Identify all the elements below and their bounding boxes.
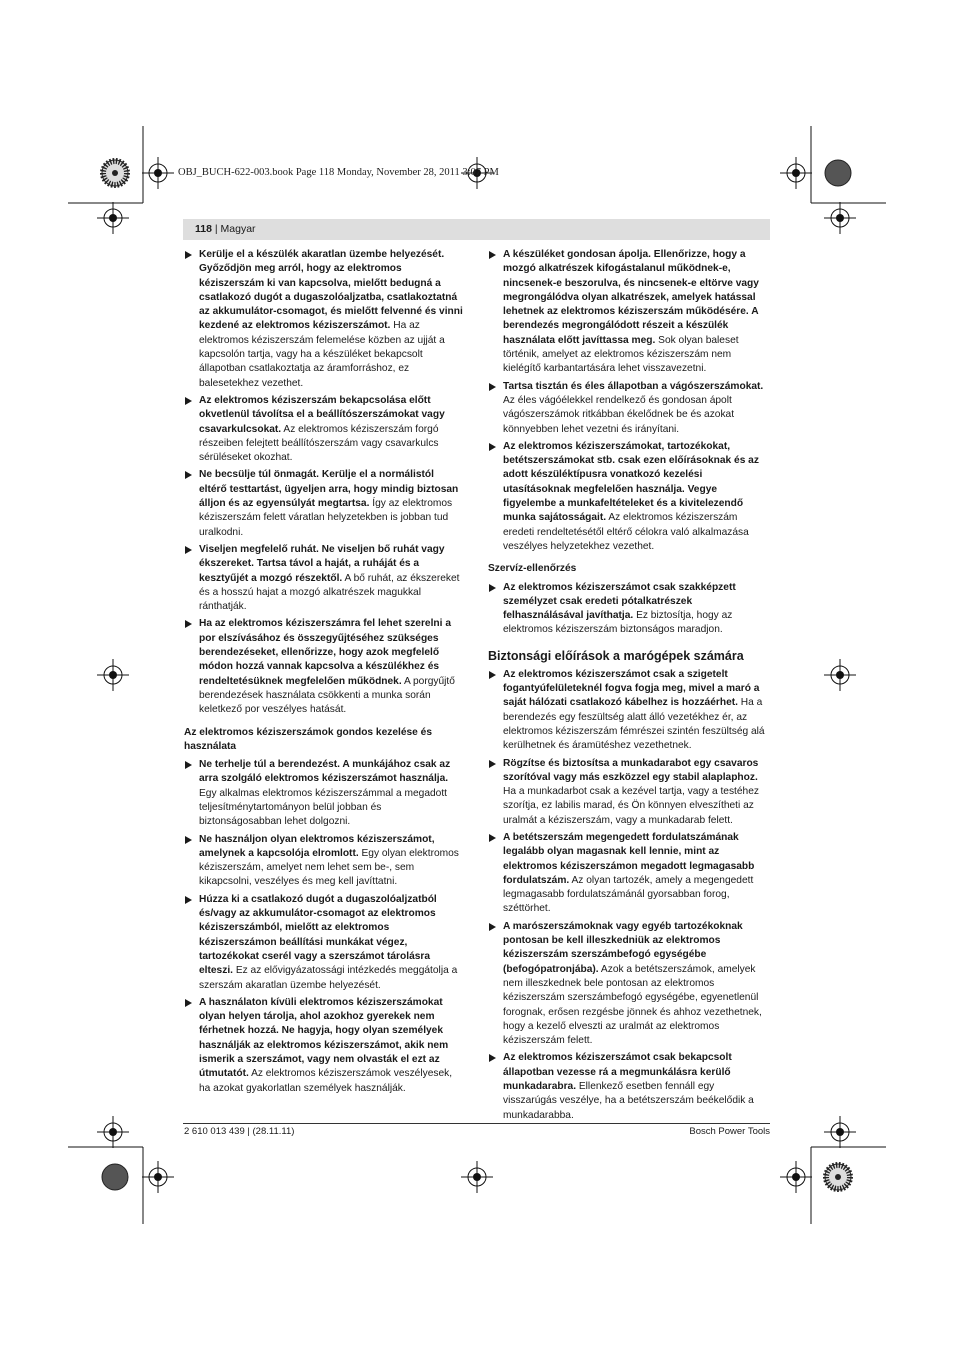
triangle-bullet-icon <box>489 443 496 451</box>
file-slug: OBJ_BUCH-622-003.book Page 118 Monday, November 28, 2011 3:07 PM <box>178 167 499 178</box>
bullet-body-text: Ha a berendezés egy feszültség alatt álló vezetékhez ér, az elektromos kéziszerszám fémrészei szintén feszültség alá kerülhetnek és áramütéshez vezethetnek. <box>503 697 765 752</box>
triangle-bullet-icon <box>489 671 496 679</box>
bullet-body-text: Sok olyan baleset történik, amelyet az elektromos kéziszerszám nem kielégítő karbantartására lehet visszavezetni. <box>503 334 739 375</box>
triangle-bullet-icon <box>489 923 496 931</box>
bullet-body-text: Az elektromos kéziszerszám forgó részeiben felejtett beállítószerszám vagy csavarkulcs sérüléseket okozhat. <box>199 423 439 464</box>
section-heading: Biztonsági előírások a marógépek számára <box>488 648 744 663</box>
bullet-bold-text: Kerülje el a készülék akaratlan üzembe helyezését. Győződjön meg arról, hogy az elektromos kéziszerszám ki van kapcsolva, mielőtt bedugná a csatlakozó dugót a dugaszolóaljzatba, csatlakoztatná az akkumulátor-csomagot, és mielőtt felvenné és vinni kezdené az elektromos kéziszerszámot. <box>199 249 463 332</box>
right-column <box>488 248 768 1126</box>
triangle-bullet-icon <box>489 760 496 768</box>
triangle-bullet-icon <box>185 620 192 628</box>
bullet-item <box>184 758 464 829</box>
bullet-body-text: Az éles vágóélekkel rendelkező és gondosan ápolt vágószerszámok ritkábban ékelődnek be és azokat könnyebben lehet vezetni és irányítani. <box>503 394 735 435</box>
bullet-item <box>184 996 464 1096</box>
bullet-bold-text: Ha az elektromos kéziszerszámra fel lehet szerelni a por elszívásához és összegyűjtéséhez szükséges berendezéseket, ellenőrizze, hogy azok megfelelő módon hozzá vannak kapcsolva a készülékhez és rendeltetésüknek megfelelően működnek. <box>199 618 451 687</box>
bullet-item <box>184 543 464 614</box>
bullet-body-text: Azok a betétszerszámok, amelyek nem illeszkednek bele pontosan az elektromos kéziszerszám szerszámbefogó egységébe, egyenetlenül forognak, erősen rezgésbe jönnek és ahhoz vezethetnek, hogy a kezelő elveszti az uralmát az elektromos kéziszerszám felett. <box>503 963 762 1047</box>
bullet-bold-text: Az elektromos kéziszerszámot csak szakképzett személyzet csak eredeti pótalkatrészek felhasználásával javíthatja. <box>503 581 736 622</box>
bullet-bold-text: A készüléket gondosan ápolja. Ellenőrizze, hogy a mozgó alkatrészek kifogástalanul működnek-e, nincsenek-e beszorulva, és nincsenek-e eltörve vagy megrongálódva olyan alkatrészek, amelyek hatással lehetnek az elektromos kéziszerszám működésére. A berendezés megrongálódott részeit a készülék használata előtt javíttassa meg. <box>503 249 759 346</box>
bullet-item <box>184 893 464 993</box>
bullet-body-text: Ha a munkadarbot csak a kezével tartja, vagy a testéhez szorítja, ez labilis marad, és Ön könnyen elveszítheti az uralmát a kéziszerszám, vagy a munkadarab felett. <box>503 786 759 826</box>
bullet-bold-text: Az elektromos kéziszerszám bekapcsolása előtt okvetlenül távolítsa el a beállítószerszámokat vagy csavarkulcsokat. <box>199 394 445 435</box>
bullet-bold-text: A betétszerszám megengedett fordulatszámának legalább olyan magasnak kell lennie, mint az elektromos kéziszerszámon megadott legmagasabb fordulatszám. <box>503 831 755 886</box>
header-language: Magyar <box>220 223 256 235</box>
bullet-item <box>488 380 768 437</box>
triangle-bullet-icon <box>185 471 192 479</box>
triangle-bullet-icon <box>489 834 496 842</box>
footer-brand: Bosch Power Tools <box>689 1126 770 1137</box>
bullet-item <box>488 1051 768 1122</box>
bullet-bold-text: Az elektromos kéziszerszámokat, tartozékokat, betétszerszámokat stb. csak ezen előírásoknak és az adott készüléktípusra vonatkozó kezelési utasításoknak megfelelően használja. Vegye figyelembe a munkafeltételeket és a kivitelezendő munka sajátosságait. <box>503 440 759 524</box>
bullet-bold-text: Húzza ki a csatlakozó dugót a dugaszolóaljzatból és/vagy az akkumulátor-csomagot az elektromos kéziszerszámból, mielőtt az elektromos kéziszerszámon beállítási munkákat végez, tartozékokat cserél vagy a szerszámot tárolásra elteszi. <box>199 893 437 977</box>
bullet-body-text: Az elektromos kéziszerszám eredeti rendeltetésétől eltérő célokra való alkalmazása veszélyes helyzetekhez vezethet. <box>503 512 749 552</box>
page-header <box>183 219 770 240</box>
bullet-item <box>488 581 768 638</box>
header-separator: | <box>211 223 221 235</box>
triangle-bullet-icon <box>185 999 192 1007</box>
bullet-bold-text: Az elektromos kéziszerszámot csak a szigetelt fogantyúfelületeknél fogva fogja meg, mivel a maró a saját hálózati csatlakozó kábelhez is hozzáérhet. <box>503 668 760 709</box>
left-column <box>184 248 464 1099</box>
bullet-body-text: Ez az elővigyázatossági intézkedés meggátolja a szerszám akaratlan üzembe helyezését. <box>199 965 458 991</box>
bullet-item <box>488 248 768 377</box>
subsection-heading: Az elektromos kéziszerszámok gondos kezelése és használata <box>184 726 433 752</box>
bullet-body-text: Egy olyan elektromos kéziszerszám, amelyet nem lehet sem be-, sem kikapcsolni, veszélyes és meg kell javíttatni. <box>199 847 459 888</box>
bullet-bold-text: Viseljen megfelelő ruhát. Ne viseljen bő ruhát vagy ékszereket. Tartsa távol a haját, a ruháját és a kesztyűjét a mozgó részektől. <box>199 543 445 584</box>
footer-doc-number: 2 610 013 439 | (28.11.11) <box>184 1126 295 1137</box>
bullet-body-text: Az olyan tartozék, amely a megengedett legmagasabb fordulatszámánál gyorsabban forog, széttörhet. <box>503 874 754 915</box>
bullet-body-text: Ez biztosítja, hogy az elektromos kéziszerszám biztonságos maradjon. <box>503 610 733 636</box>
bullet-bold-text: Ne becsülje túl önmagát. Kerülje el a normálistól eltérő testtartást, ügyeljen arra, hogy mindig biztosan álljon és az egyensúlyát megtartsa. <box>199 469 459 510</box>
footer-rule <box>183 1123 770 1124</box>
bullet-item <box>184 617 464 717</box>
bullet-item <box>488 440 768 554</box>
triangle-bullet-icon <box>489 584 496 592</box>
triangle-bullet-icon <box>185 397 192 405</box>
subsection-heading: Szervíz-ellenőrzés <box>488 563 577 575</box>
triangle-bullet-icon <box>185 251 192 259</box>
bullet-body-text: Ha az elektromos kéziszerszám felemelése közben az ujját a kapcsolón tartja, vagy ha a készüléket bekapcsolt állapotban csatlakoztatja az áramforráshoz, ez balesetekhez vezethet. <box>199 320 445 389</box>
bullet-body-text: A porgyűjtő berendezések használata csökkenti a munka során keletkező por veszélyes hatását. <box>199 675 455 716</box>
bullet-body-text: A bő ruhát, az ékszereket és a hosszú hajat a mozgó alkatrészek magukkal ránthatják. <box>199 572 460 613</box>
bullet-bold-text: Rögzítse és biztosítsa a munkadarabot egy csavaros szorítóval vagy más eszközzel egy stabil alaplaphoz. <box>503 757 759 783</box>
triangle-bullet-icon <box>489 383 496 391</box>
page-header-text <box>195 223 256 235</box>
bullet-bold-text: A használaton kívüli elektromos kéziszerszámokat olyan helyen tárolja, ahol azokhoz gyerekek nem férhetnek hozzá. Ne hagyja, hogy olyan személyek használják az elektromos kéziszerszámot, akik nem ismerik a szerszámot, vagy nem olvasták el ezt az útmutatót. <box>199 996 449 1080</box>
bullet-body-text: Egy alkalmas elektromos kéziszerszámmal a megadott teljesítménytartományon belül jobban és biztonságosabban lehet dolgozni. <box>199 787 447 828</box>
bullet-item <box>488 757 768 828</box>
bullet-bold-text: A marószerszámoknak vagy egyéb tartozékoknak pontosan be kell illeszkedniük az elektromos kéziszerszám szerszámbefogó egységébe (befogópatronjába). <box>503 920 743 975</box>
bullet-item <box>184 468 464 539</box>
page-number: 118 <box>195 223 212 235</box>
bullet-item <box>488 668 768 754</box>
bullet-body-text: Az elektromos kéziszerszámok veszélyesek, ha azokat gyakorlatlan személyek használják. <box>199 1068 453 1094</box>
triangle-bullet-icon <box>489 1054 496 1062</box>
bullet-bold-text: Ne használjon olyan elektromos kéziszerszámot, amelynek a kapcsolója elromlott. <box>199 833 435 859</box>
triangle-bullet-icon <box>185 836 192 844</box>
bullet-item <box>184 394 464 465</box>
bullet-item <box>184 833 464 890</box>
triangle-bullet-icon <box>489 251 496 259</box>
bullet-bold-text: Tartsa tisztán és éles állapotban a vágószerszámokat. <box>503 380 764 392</box>
bullet-item <box>488 831 768 917</box>
triangle-bullet-icon <box>185 546 192 554</box>
bullet-body-text: Így az elektromos kéziszerszám felett váratlan helyzetekben is jobban tud uralkodni. <box>199 498 453 538</box>
bullet-item <box>184 248 464 391</box>
bullet-bold-text: Az elektromos kéziszerszámot csak bekapcsolt állapotban vezesse rá a megmunkálásra kerülő munkadarabra. <box>503 1052 732 1093</box>
triangle-bullet-icon <box>185 761 192 769</box>
triangle-bullet-icon <box>185 896 192 904</box>
bullet-item <box>488 920 768 1049</box>
bullet-bold-text: Ne terhelje túl a berendezést. A munkájához csak az arra szolgáló elektromos kéziszerszámot használja. <box>199 759 451 785</box>
bullet-body-text: Ellenkező esetben fennáll egy visszarúgás veszélye, ha a betétszerszám beékelődik a munkadarabba. <box>503 1081 754 1121</box>
